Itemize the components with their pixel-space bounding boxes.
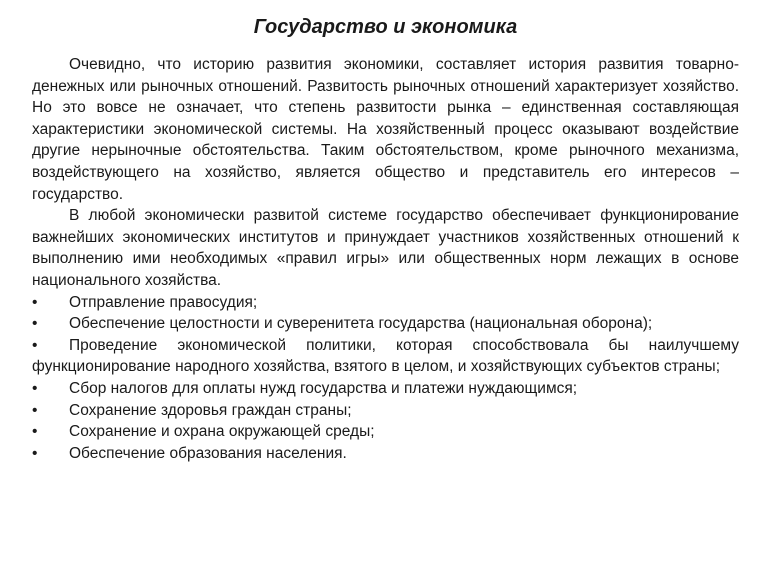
- list-item-text: Обеспечение образования населения.: [69, 444, 347, 462]
- bullet-icon: •: [32, 293, 38, 311]
- list-item: [32, 421, 739, 443]
- bullet-icon: •: [32, 336, 38, 354]
- bullet-icon: •: [32, 315, 38, 333]
- list-item: [32, 292, 739, 314]
- list-item-text: Сохранение и охрана окружающей среды;: [69, 423, 375, 441]
- bullet-icon: •: [32, 444, 38, 462]
- list-item: [32, 378, 739, 400]
- list-item-text: Обеспечение целостности и суверенитета государства (национальная оборона);: [69, 315, 653, 333]
- bullet-icon: •: [32, 379, 38, 397]
- list-item: [32, 400, 739, 422]
- list-item: [32, 313, 739, 335]
- list-item: [32, 335, 739, 378]
- list-item-text: Сбор налогов для оплаты нужд государства и платежи нуждающимся;: [69, 379, 578, 397]
- list-item-text: Сохранение здоровья граждан страны;: [69, 401, 352, 419]
- slide-body: [32, 54, 739, 464]
- paragraph-intro: Очевидно, что историю развития экономики, составляет история развития товарно-денежных или рыночных отношений. Развитость рыночных отношений характеризует хозяйство. Но это вовсе не означает, что степень развитости рынка – единственная составляющая характеристики экономической системы. На хозяйственный процесс оказывают воздействие другие нерыночные обстоятельства. Таким обстоятельством, кроме рыночного механизма, воздействующего на хозяйство, является общество и представитель его интересов – государство.: [32, 56, 739, 203]
- paragraph-state-role: В любой экономически развитой системе государство обеспечивает функционирование важнейших экономических институтов и принуждает участников хозяйственных отношений к выполнению ими необходимых «правил игры» или общественных норм лежащих в основе национального хозяйства.: [32, 207, 739, 289]
- list-item-text: Проведение экономической политики, которая способствовала бы наилучшему функционирование народного хозяйства, взятого в целом, и хозяйствующих субъектов страны;: [32, 336, 739, 376]
- list-item-text: Отправление правосудия;: [69, 293, 258, 311]
- slide-title: Государство и экономика: [253, 16, 518, 38]
- bullet-icon: •: [32, 423, 38, 441]
- state-functions-list: [32, 292, 739, 465]
- list-item: [32, 443, 739, 465]
- bullet-icon: •: [32, 401, 38, 419]
